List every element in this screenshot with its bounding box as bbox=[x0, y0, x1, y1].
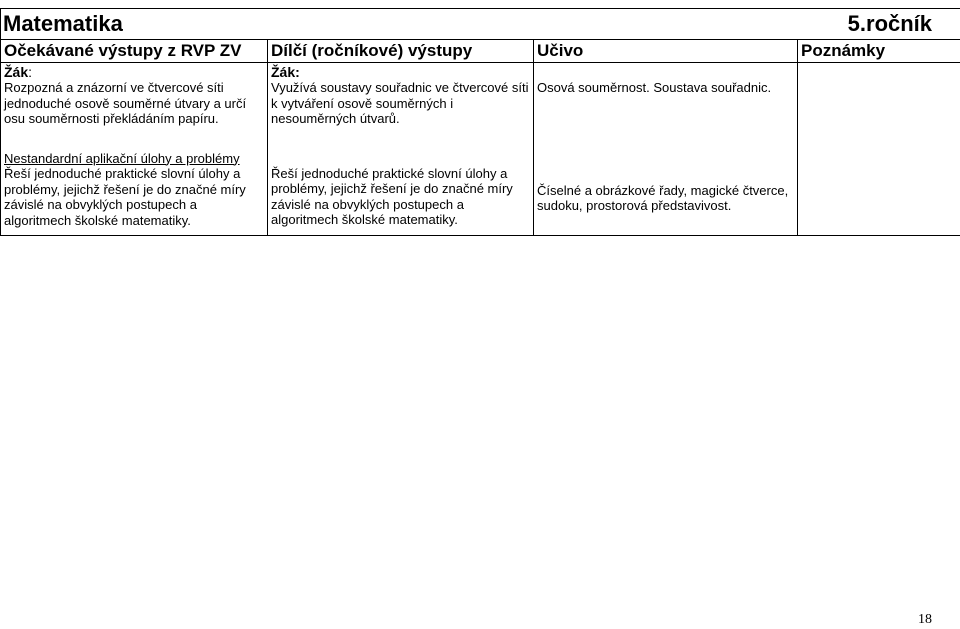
poznamky-cell bbox=[798, 80, 960, 236]
block1-rvp-text: Rozpozná a znázorní ve čtvercové síti jednoduché osově souměrné útvary a určí osu souměrnosti překládáním papíru. bbox=[4, 80, 247, 126]
column-header-ucivo: Učivo bbox=[534, 40, 798, 63]
rvp-cell bbox=[1, 80, 268, 236]
page-number: 18 bbox=[918, 612, 932, 627]
block2-rvp-text: Řeší jednoduché praktické slovní úlohy a problémy, jejichž řešení je do značné míry závislé na obvyklých postupech a algoritmech školské matematiky. bbox=[4, 166, 246, 228]
grade-label: 5.ročník bbox=[847, 11, 933, 37]
curriculum-table bbox=[0, 8, 960, 236]
zak-label-col1: Žák: bbox=[1, 63, 268, 81]
zak-row bbox=[1, 63, 960, 81]
block2-heading: Nestandardní aplikační úlohy a problémy bbox=[4, 150, 240, 166]
dilci-cell bbox=[268, 80, 534, 236]
column-header-row bbox=[1, 40, 960, 63]
block1-ucivo-text: Osová souměrnost. Soustava souřadnic. bbox=[537, 80, 772, 95]
block2-dilci-text: Řeší jednoduché praktické slovní úlohy a problémy, jejichž řešení je do značné míry závislé na obvyklých postupech a algoritmech školské matematiky. bbox=[271, 165, 513, 227]
title-row bbox=[1, 9, 960, 40]
column-header-rvp: Očekávané výstupy z RVP ZV bbox=[1, 40, 268, 63]
block2-ucivo-text: Číselné a obrázkové řady, magické čtverce, sudoku, prostorová představivost. bbox=[537, 182, 789, 213]
content-row bbox=[1, 80, 960, 236]
zak-label-col2: Žák: bbox=[268, 63, 534, 81]
column-header-poznamky: Poznámky bbox=[798, 40, 960, 63]
subject-title: Matematika bbox=[3, 11, 123, 37]
column-header-dilci: Dílčí (ročníkové) výstupy bbox=[268, 40, 534, 63]
block1-dilci-text: Využívá soustavy souřadnic ve čtvercové síti k vytváření osově souměrných i nesouměrných útvarů. bbox=[271, 80, 529, 126]
ucivo-cell bbox=[534, 80, 798, 236]
title-cell bbox=[1, 9, 960, 40]
